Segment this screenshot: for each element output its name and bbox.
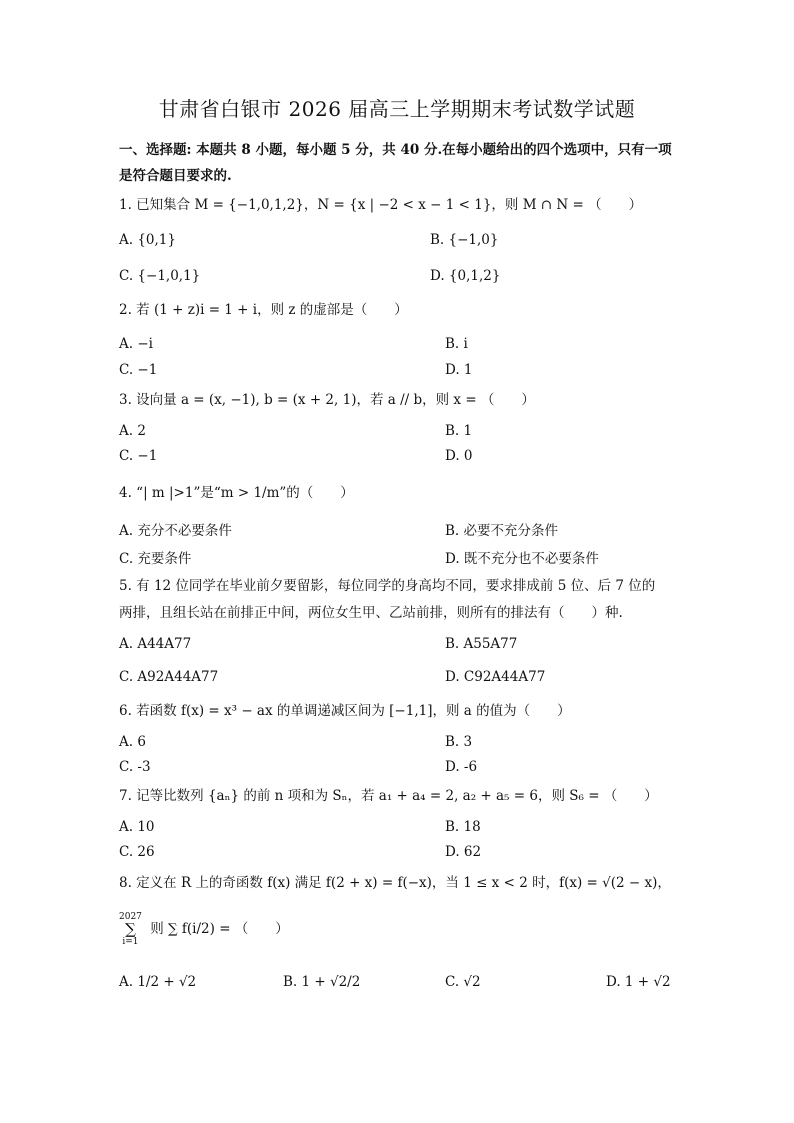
question-6-stem: 6. 若函数 f(x) = x³ − ax 的单调递减区间为 [−1,1]，则 a 的值为（ ）: [119, 703, 571, 719]
q1-option-c: C. {−1,0,1}: [119, 268, 201, 284]
section-heading: 一、选择题: 本题共 8 小题，每小题 5 分，共 40 分.在每小题给出的四个选项中，只有一项是符合题目要求的.: [119, 142, 672, 184]
question-8-stem-line-2: [119, 912, 689, 947]
question-8-stem-line-1: 8. 定义在 R 上的奇函数 f(x) 满足 f(2 + x) = f(−x)，当 1 ≤ x < 2 时，f(x) = √(2 − x)，: [119, 875, 671, 891]
q8-option-c: C. √2: [445, 974, 481, 990]
q6-option-b: B. 3: [445, 734, 473, 750]
q3-option-a: A. 2: [119, 423, 146, 439]
q5-option-a: A. A44A77: [119, 636, 192, 652]
q4-option-c: C. 充要条件: [119, 551, 192, 567]
question-4-stem: 4. “| m |>1”是“m > 1/m”的（ ）: [119, 485, 354, 501]
sum-lower-bound: i=1: [122, 937, 139, 947]
q6-option-d: D. -6: [445, 759, 478, 775]
question-5-stem-line-1: 5. 有 12 位同学在毕业前夕要留影，每位同学的身高均不同，要求排成前 5 位、后 7 位的: [119, 578, 656, 594]
q6-option-c: C. -3: [119, 759, 151, 775]
q2-option-a: A. −i: [119, 336, 153, 352]
page-title: 甘肃省白银市 2026 届高三上学期期末考试数学试题: [158, 97, 636, 121]
question-3-stem: 3. 设向量 a = (x, −1), b = (x + 2, 1)，若 a // b，则 x = （ ）: [119, 392, 535, 408]
q6-option-a: A. 6: [119, 734, 146, 750]
question-1-stem: 1. 已知集合 M = {−1,0,1,2}，N = {x | −2 < x − 1 < 1}，则 M ∩ N = （ ）: [119, 197, 643, 213]
q8-option-a: A. 1/2 + √2: [119, 974, 197, 990]
q8-option-b: B. 1 + √2/2: [283, 974, 361, 990]
q5-option-d: D. C92A44A77: [445, 669, 546, 685]
q2-option-b: B. i: [445, 336, 468, 352]
q4-option-b: B. 必要不充分条件: [445, 523, 559, 539]
question-8-stem-text: 则 ∑ f(i/2) = （ ）: [150, 921, 289, 937]
question-7-stem: 7. 记等比数列 {aₙ} 的前 n 项和为 Sₙ，若 a₁ + a₄ = 2, a₂ + a₅ = 6，则 S₆ = （ ）: [119, 788, 658, 804]
q8-option-d: D. 1 + √2: [606, 974, 671, 990]
q1-option-a: A. {0,1}: [119, 232, 176, 248]
q7-option-c: C. 26: [119, 844, 155, 860]
q3-option-d: D. 0: [445, 448, 473, 464]
sum-upper-bound: 2027: [119, 912, 142, 922]
q1-option-d: D. {0,1,2}: [430, 268, 501, 284]
q4-option-a: A. 充分不必要条件: [119, 523, 232, 539]
summation-bounds: 2027 ∑ i=1: [119, 912, 142, 947]
q7-option-d: D. 62: [445, 844, 482, 860]
q5-option-c: C. A92A44A77: [119, 669, 219, 685]
q2-option-c: C. −1: [119, 362, 158, 378]
q5-option-b: B. A55A77: [445, 636, 518, 652]
q2-option-d: D. 1: [445, 362, 473, 378]
q7-option-b: B. 18: [445, 819, 481, 835]
question-2-stem: 2. 若 (1 + z)i = 1 + i，则 z 的虚部是（ ）: [119, 302, 408, 318]
q4-option-d: D. 既不充分也不必要条件: [445, 551, 599, 567]
q7-option-a: A. 10: [119, 819, 155, 835]
q3-option-c: C. −1: [119, 448, 158, 464]
q1-option-b: B. {−1,0}: [430, 232, 499, 248]
q3-option-b: B. 1: [445, 423, 473, 439]
question-5-stem-line-2: 两排，且组长站在前排正中间，两位女生甲、乙站前排，则所有的排法有（ ）种.: [119, 605, 623, 621]
